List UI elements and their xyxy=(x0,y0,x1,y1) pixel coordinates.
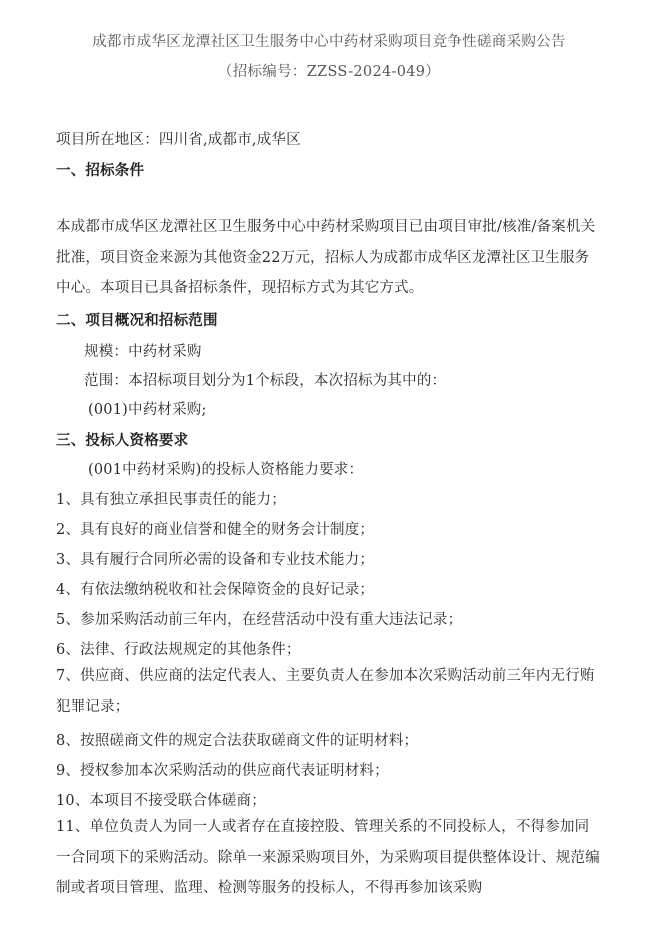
section-heading-conditions: 一、招标条件 xyxy=(56,163,145,179)
qualification-item: 4、有依法缴纳税收和社会保障资金的良好记录； xyxy=(56,582,375,598)
project-location: 项目所在地区：四川省,成都市,成华区 xyxy=(56,132,301,148)
qualification-item: 3、具有履行合同所必需的设备和专业技术能力； xyxy=(56,552,375,568)
qualification-item: 8、按照磋商文件的规定合法获取磋商文件的证明材料； xyxy=(56,733,419,749)
qualification-item: 6、法律、行政法规规定的其他条件； xyxy=(56,642,301,658)
qualification-item: 5、参加采购活动前三年内，在经营活动中没有重大违法记录； xyxy=(56,612,463,628)
document-title: 成都市成华区龙潭社区卫生服务中心中药材采购项目竞争性磋商采购公告 xyxy=(92,34,566,50)
section-heading-overview: 二、项目概况和招标范围 xyxy=(56,313,218,329)
project-scope: 范围：本招标项目划分为1个标段，本次招标为其中的： xyxy=(84,373,447,389)
conditions-paragraph: 本成都市成华区龙潭社区卫生服务中心中药材采购项目已由项目审批/核准/备案机关批准，项目资金来源为其他资金22万元，招标人为成都市成华区龙潭社区卫生服务中心。本项目已具备招标条件，现招标方式为其它方式。 xyxy=(56,219,596,296)
project-scale: 规模：中药材采购 xyxy=(84,344,202,360)
qualification-intro: (001中药材采购)的投标人资格能力要求： xyxy=(88,462,364,478)
section-heading-qualifications: 三、投标人资格要求 xyxy=(56,433,189,449)
qualification-item: 1、具有独立承担民事责任的能力； xyxy=(56,492,286,508)
qualification-item: 10、本项目不接受联合体磋商； xyxy=(56,793,266,809)
bid-number: （招标编号：ZZSS-2024-049） xyxy=(217,64,441,80)
qualification-item: 9、授权参加本次采购活动的供应商代表证明材料； xyxy=(56,763,389,779)
qualification-item: 7、供应商、供应商的法定代表人、主要负责人在参加本次采购活动前三年内无行贿犯罪记录； xyxy=(56,668,595,715)
qualification-item: 11、单位负责人为同一人或者存在直接控股、管理关系的不同投标人，不得参加同一合同项下的采购活动。除单一来源采购项目外，为采购项目提供整体设计、规范编制或者项目管理、监理、检测等服务的投标人，不得再参加该采购 xyxy=(56,819,600,896)
lot-item: (001)中药材采购; xyxy=(88,402,207,418)
qualification-item: 2、具有良好的商业信誉和健全的财务会计制度； xyxy=(56,522,375,538)
